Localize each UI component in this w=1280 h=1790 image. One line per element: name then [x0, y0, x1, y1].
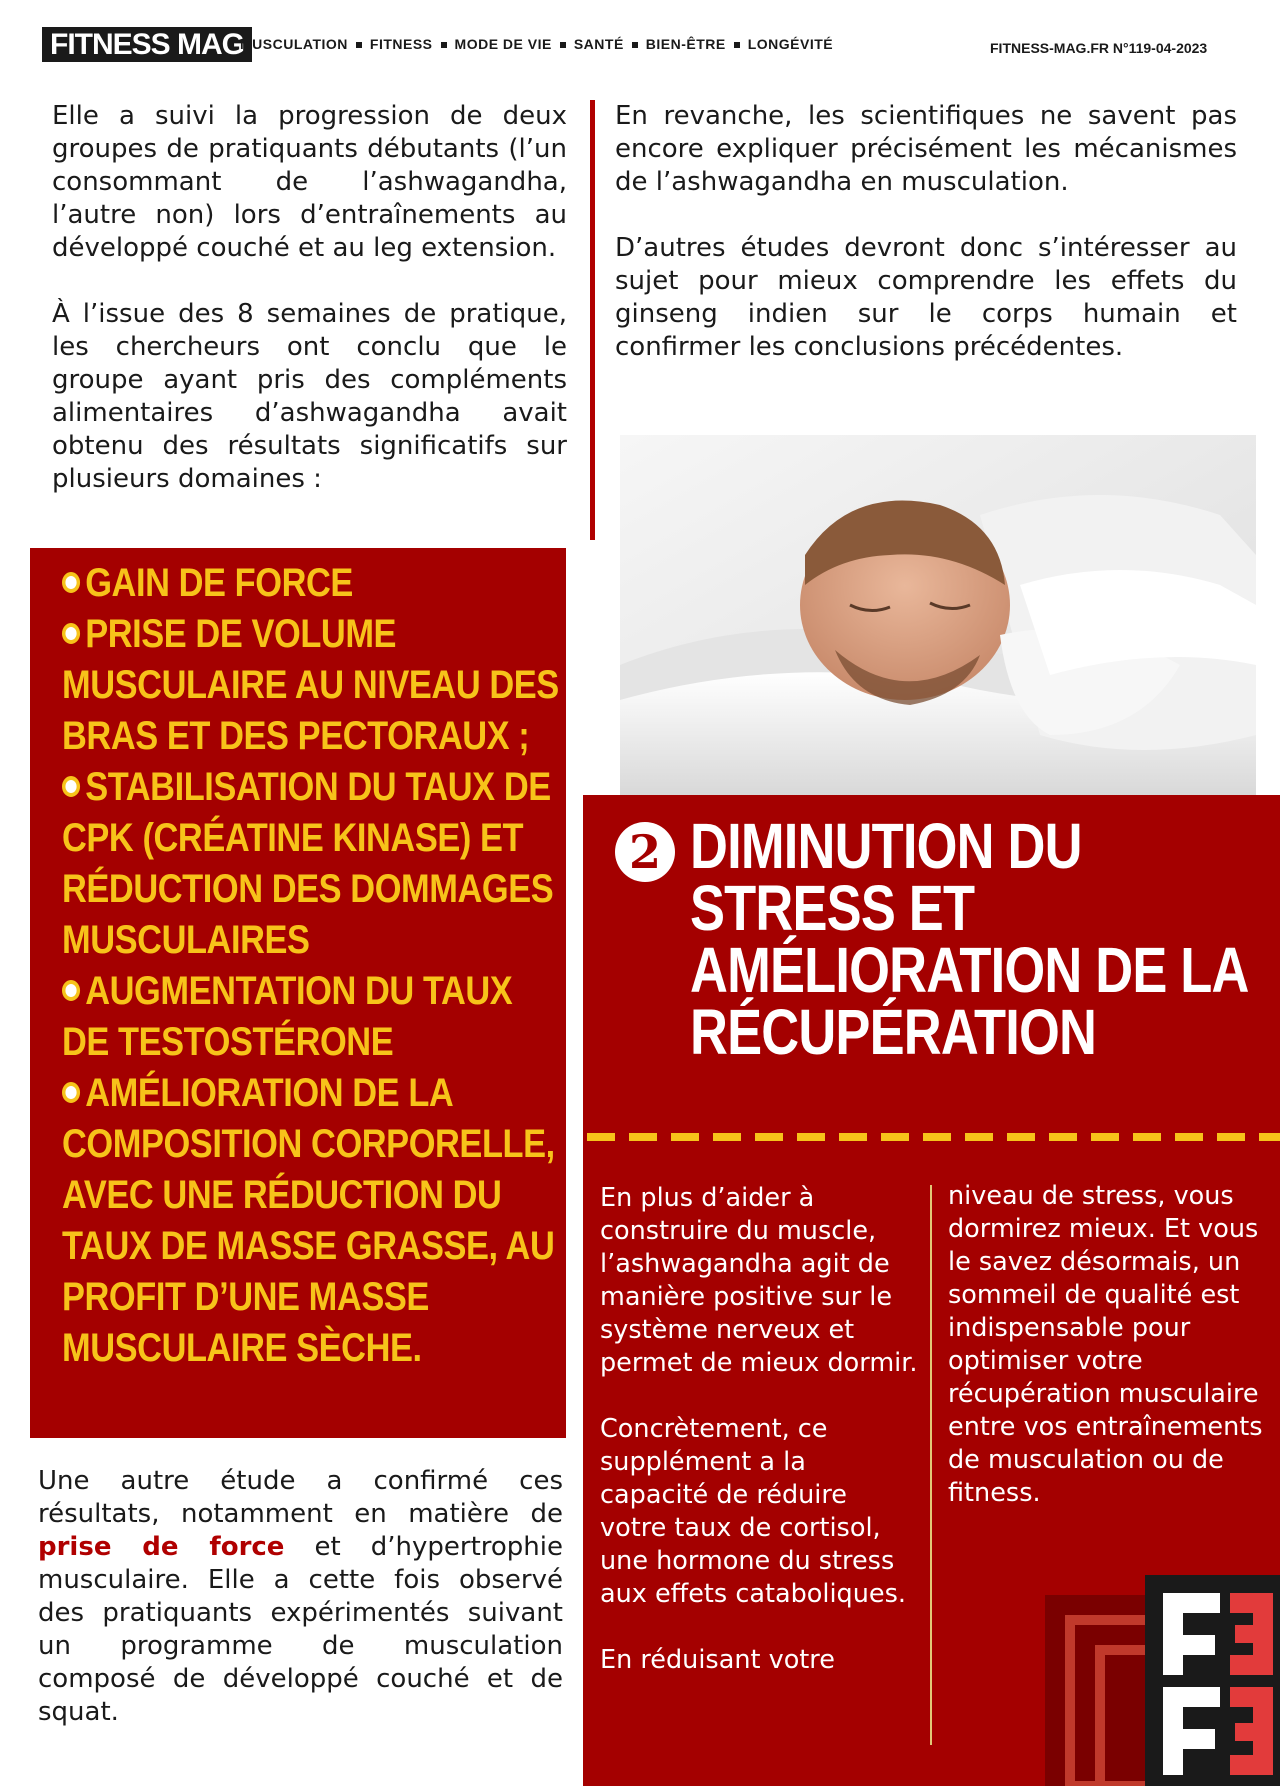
nav-item-fitness[interactable]: FITNESS: [369, 36, 433, 52]
nav-item-bien-etre[interactable]: BIEN-ÊTRE: [645, 36, 726, 52]
section-column-left: [600, 1182, 920, 1710]
list-item: PRISE DE VOLUME MUSCULAIRE AU NIVEAU DES BRAS ET DES PECTORAUX ;: [62, 612, 559, 758]
issue-number: FITNESS-MAG.FR N°119-04-2023: [990, 40, 1208, 56]
separator-square-icon: [734, 42, 740, 48]
separator-square-icon: [560, 42, 566, 48]
list-item: AUGMENTATION DU TAUX DE TESTOSTÉRONE: [62, 969, 513, 1064]
column-divider: [930, 1185, 932, 1745]
nav-item-mode-de-vie[interactable]: MODE DE VIE: [454, 36, 552, 52]
bullet-icon: [62, 623, 80, 644]
paragraph: À l’issue des 8 semaines de pratique, les chercheurs ont conclu que le groupe ayant pris des compléments alimentaires d’ashwagandha avait obtenu des résultats significatifs sur plusieurs domaines :: [52, 299, 567, 494]
column-divider: [590, 100, 595, 540]
separator-square-icon: [441, 42, 447, 48]
section-nav: [240, 36, 833, 52]
paragraph: En revanche, les scientifiques ne savent pas encore expliquer précisément les mécanismes de l’ashwagandha en musculation.: [615, 101, 1237, 197]
paragraph: En plus d’aider à construire du muscle, l’ashwagandha agit de manière positive sur le système nerveux et permet de mieux dormir.: [600, 1183, 918, 1378]
sleeping-man-photo: [620, 435, 1256, 800]
paragraph: Concrètement, ce supplément a la capacité de réduire votre taux de cortisol, une hormone du stress aux effets cataboliques.: [600, 1414, 906, 1609]
nav-item-longevite[interactable]: LONGÉVITÉ: [747, 36, 834, 52]
list-item: STABILISATION DU TAUX DE CPK (CRÉATINE KINASE) ET RÉDUCTION DES DOMMAGES MUSCULAIRES: [62, 765, 554, 962]
paragraph: niveau de stress, vous dormirez mieux. Et vous le savez désormais, un sommeil de qualité est indispensable pour optimiser votre récupération musculaire entre vos entraînements de musculation ou de fitness.: [948, 1181, 1263, 1508]
section-column-right: [948, 1180, 1273, 1510]
paragraph: Une autre étude a confirmé ces résultats, notamment en matière de prise de force et d’hypertrophie musculaire. Elle a cette fois observé des pratiquants expérimentés suivant un programme de musculation composé de développé couché et de squat.: [38, 1466, 563, 1727]
paragraph: Elle a suivi la progression de deux groupes de pratiquants débutants (l’un consommant de l’ashwagandha, l’autre non) lors d’entraînements au développé couché et au leg extension.: [52, 101, 567, 263]
nav-item-sante[interactable]: SANTÉ: [573, 36, 624, 52]
benefits-box: [30, 548, 566, 1438]
brand-corner-logo: [1045, 1575, 1280, 1786]
right-column-top: [615, 100, 1237, 397]
paragraph: En réduisant votre: [600, 1645, 835, 1675]
list-item: GAIN DE FORCE: [62, 558, 561, 609]
bullet-icon: [62, 572, 80, 593]
paragraph: D’autres études devront donc s’intéresser au sujet pour mieux comprendre les effets du ginseng indien sur le corps humain et confirmer les conclusions précédentes.: [615, 233, 1237, 362]
bullet-icon: [62, 980, 80, 1001]
left-column-top: [52, 100, 567, 529]
magazine-logo: FITNESS MAG: [42, 27, 252, 62]
separator-square-icon: [632, 42, 638, 48]
dashed-separator: [587, 1133, 1280, 1141]
bullet-icon: [62, 776, 80, 797]
benefits-list: [62, 558, 562, 1374]
highlight-link[interactable]: prise de force: [38, 1532, 285, 1562]
section-number-badge: 2: [615, 822, 675, 882]
bullet-icon: [62, 1082, 80, 1103]
left-column-bottom: [38, 1465, 563, 1729]
list-item: AMÉLIORATION DE LA COMPOSITION CORPORELLE, AVEC UNE RÉDUCTION DU TAUX DE MASSE GRASSE, AU PROFIT D’UNE MASSE MUSCULAIRE SÈCHE.: [62, 1071, 555, 1370]
separator-square-icon: [356, 42, 362, 48]
section-title: DIMINUTION DU STRESS ET AMÉLIORATION DE LA RÉCUPÉRATION: [690, 810, 1247, 1068]
nav-item-musculation[interactable]: MUSCULATION: [240, 36, 348, 52]
